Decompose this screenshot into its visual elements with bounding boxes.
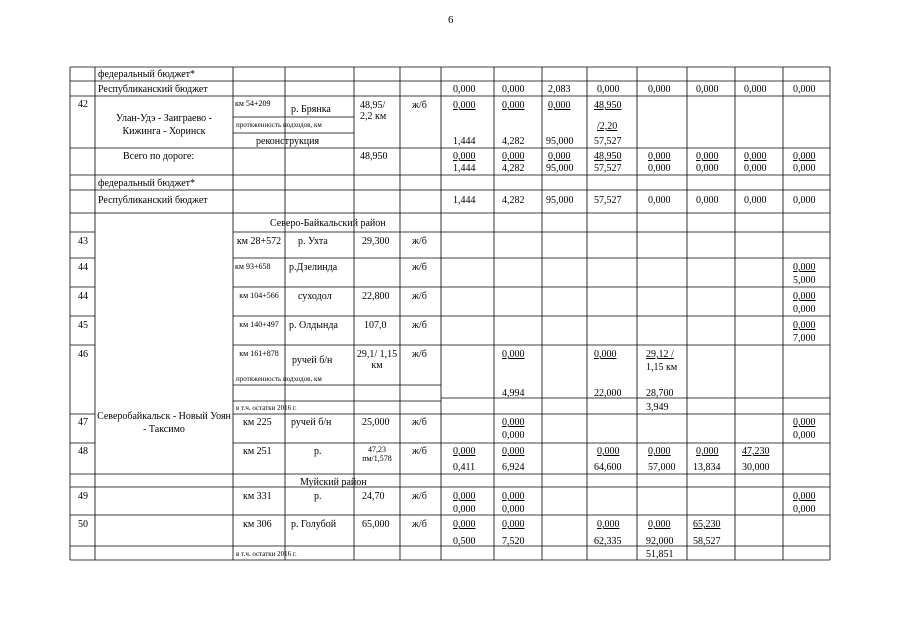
km-mark: км 331 (243, 491, 272, 502)
value: 0,000 (696, 151, 719, 162)
row-number: 45 (78, 320, 88, 331)
km-mark: км 251 (243, 446, 272, 457)
value: 57,000 (648, 462, 676, 473)
value: 0,000 (502, 430, 525, 441)
rep-value: 0,000 (502, 84, 525, 95)
river-name: р. Брянка (291, 104, 331, 115)
value: 0,000 (696, 163, 719, 174)
value: 62,335 (594, 536, 622, 547)
value: 0,000 (793, 195, 816, 206)
material: ж/б (412, 262, 427, 273)
value: 0,000 (453, 519, 476, 530)
value: 6,924 (502, 462, 525, 473)
rep-value: 0,000 (744, 84, 767, 95)
district-header: Северо-Байкальский район (270, 218, 386, 229)
km-mark: км 28+572 (236, 236, 282, 247)
length: 25,000 (362, 417, 390, 428)
length: 65,000 (362, 519, 390, 530)
length: 107,0 (364, 320, 387, 331)
value: 0,000 (597, 446, 620, 457)
km-mark: км 225 (243, 417, 272, 428)
value: 57,527 (594, 195, 622, 206)
value: 0,000 (548, 100, 571, 111)
material: ж/б (412, 446, 427, 457)
river-name: р. Голубой (291, 519, 337, 530)
value: 0,000 (793, 504, 816, 515)
value: 0,000 (793, 262, 816, 273)
row-number: 47 (78, 417, 88, 428)
value: 0,000 (793, 291, 816, 302)
rep-value: 0,000 (648, 84, 671, 95)
value: 0,000 (453, 100, 476, 111)
value: 0,000 (648, 163, 671, 174)
value: 48,950 (594, 151, 622, 162)
value: 0,000 (744, 151, 767, 162)
row-number: 48 (78, 446, 88, 457)
value: /2,20 (597, 121, 618, 132)
value: 4,994 (502, 388, 525, 399)
value: 0,000 (648, 195, 671, 206)
river-name: р.Дзелинда (289, 262, 338, 273)
value: 0,000 (453, 491, 476, 502)
river-name: р. (314, 491, 322, 502)
material: ж/б (412, 236, 427, 247)
river-name: р. (314, 446, 322, 457)
length-note: протяженность подходов, км (236, 375, 322, 383)
value: 64,600 (594, 462, 622, 473)
value: 0,500 (453, 536, 476, 547)
length: 22,800 (362, 291, 390, 302)
value: 0,000 (793, 304, 816, 315)
material: ж/б (412, 320, 427, 331)
material: ж/б (412, 349, 427, 360)
page-number: 6 (448, 14, 454, 26)
value: 0,411 (453, 462, 476, 473)
material: ж/б (412, 291, 427, 302)
remainder-label: в т.ч. остатки 2016 г. (236, 404, 297, 412)
row-number: 42 (78, 99, 88, 110)
value: 0,000 (696, 446, 719, 457)
value: 5,000 (793, 275, 816, 286)
value: 0,000 (502, 519, 525, 530)
length: 48,95/ 2,2 км (360, 100, 387, 122)
value: 4,282 (502, 195, 525, 206)
material: ж/б (412, 100, 427, 111)
value: 48,950 (594, 100, 622, 111)
value: 0,000 (648, 151, 671, 162)
road-name: Северобайкальск - Новый Уоян - Таксимо (97, 411, 231, 435)
river-name: р. Ухта (298, 236, 328, 247)
value: 57,527 (594, 163, 622, 174)
value: 0,000 (548, 151, 571, 162)
value: 0,000 (793, 417, 816, 428)
row-number: 44 (78, 291, 88, 302)
length: 29,300 (362, 236, 390, 247)
value: 1,444 (453, 195, 476, 206)
fed-budget-label: федеральный бюджет* (98, 69, 196, 80)
district-header: Муйский район (300, 477, 367, 488)
rep-value: 0,000 (793, 84, 816, 95)
value: 0,000 (502, 100, 525, 111)
value: 95,000 (546, 195, 574, 206)
value: 57,527 (594, 136, 622, 147)
km-mark: км 54+209 (235, 99, 271, 108)
rep-value: 0,000 (597, 84, 620, 95)
value: 0,000 (744, 163, 767, 174)
value: 0,000 (648, 519, 671, 530)
value: 0,000 (793, 163, 816, 174)
reconstruction-label: реконструкция (256, 136, 320, 147)
road-name: Улан-Удэ - Заиграево - Кижинга - Хоринск (116, 113, 212, 137)
value: 7,520 (502, 536, 525, 547)
value: 0,000 (453, 446, 476, 457)
rep-value: 0,000 (453, 84, 476, 95)
length: 47,23 пм/1,578 (362, 445, 392, 463)
value: 0,000 (502, 151, 525, 162)
km-mark: км 161+878 (239, 349, 279, 358)
total-length: 48,950 (360, 151, 388, 162)
length-note: протяженность подходов, км (236, 121, 322, 129)
row-number: 44 (78, 262, 88, 273)
total-label: Всего по дороге: (123, 151, 195, 162)
value: 3,949 (646, 402, 669, 413)
row-number: 49 (78, 491, 88, 502)
km-mark: км 306 (243, 519, 272, 530)
value: 1,444 (453, 136, 476, 147)
value: 0,000 (502, 417, 525, 428)
value: 0,000 (502, 504, 525, 515)
value: 0,000 (648, 446, 671, 457)
row-number: 50 (78, 519, 88, 530)
value: 13,834 (693, 462, 721, 473)
value: 0,000 (793, 151, 816, 162)
value: 0,000 (793, 320, 816, 331)
value: 0,000 (597, 519, 620, 530)
river-name: суходол (298, 291, 332, 302)
value: 58,527 (693, 536, 721, 547)
value: 0,000 (696, 195, 719, 206)
river-name: ручей б/н (292, 355, 333, 366)
value: 51,851 (646, 549, 674, 560)
value: 29,12 / (646, 349, 674, 360)
value: 0,000 (453, 151, 476, 162)
rep-budget-label: Республиканский бюджет (98, 84, 208, 95)
value: 65,230 (693, 519, 721, 530)
row-number: 43 (78, 236, 88, 247)
value: 1,15 км (646, 362, 678, 373)
river-name: ручей б/н (291, 417, 332, 428)
value: 4,282 (502, 136, 525, 147)
value: 0,000 (793, 491, 816, 502)
length: 29,1/ 1,15 км (356, 349, 398, 371)
fed-budget-label: федеральный бюджет* (98, 178, 196, 189)
material: ж/б (412, 519, 427, 530)
value: 4,282 (502, 163, 525, 174)
value: 0,000 (502, 491, 525, 502)
value: 0,000 (594, 349, 617, 360)
length: 24,70 (362, 491, 385, 502)
material: ж/б (412, 491, 427, 502)
material: ж/б (412, 417, 427, 428)
value: 95,000 (546, 163, 574, 174)
value: 0,000 (502, 446, 525, 457)
value: 47,230 (742, 446, 770, 457)
value: 0,000 (744, 195, 767, 206)
value: 95,000 (546, 136, 574, 147)
rep-value: 2,083 (548, 84, 571, 95)
value: 28,700 (646, 388, 674, 399)
river-name: р. Олдында (289, 320, 338, 331)
value: 0,000 (793, 430, 816, 441)
value: 0,000 (502, 349, 525, 360)
value: 30,000 (742, 462, 770, 473)
rep-budget-label: Республиканский бюджет (98, 195, 208, 206)
row-number: 46 (78, 349, 88, 360)
value: 92,000 (646, 536, 674, 547)
km-mark: км 140+497 (239, 320, 279, 329)
value: 1,444 (453, 163, 476, 174)
value: 22,000 (594, 388, 622, 399)
rep-value: 0,000 (696, 84, 719, 95)
km-mark: км 93+658 (235, 262, 271, 271)
km-mark: км 104+566 (239, 291, 279, 300)
value: 7,000 (793, 333, 816, 344)
value: 0,000 (453, 504, 476, 515)
remainder-label: в т.ч. остатки 2016 г. (236, 550, 297, 558)
